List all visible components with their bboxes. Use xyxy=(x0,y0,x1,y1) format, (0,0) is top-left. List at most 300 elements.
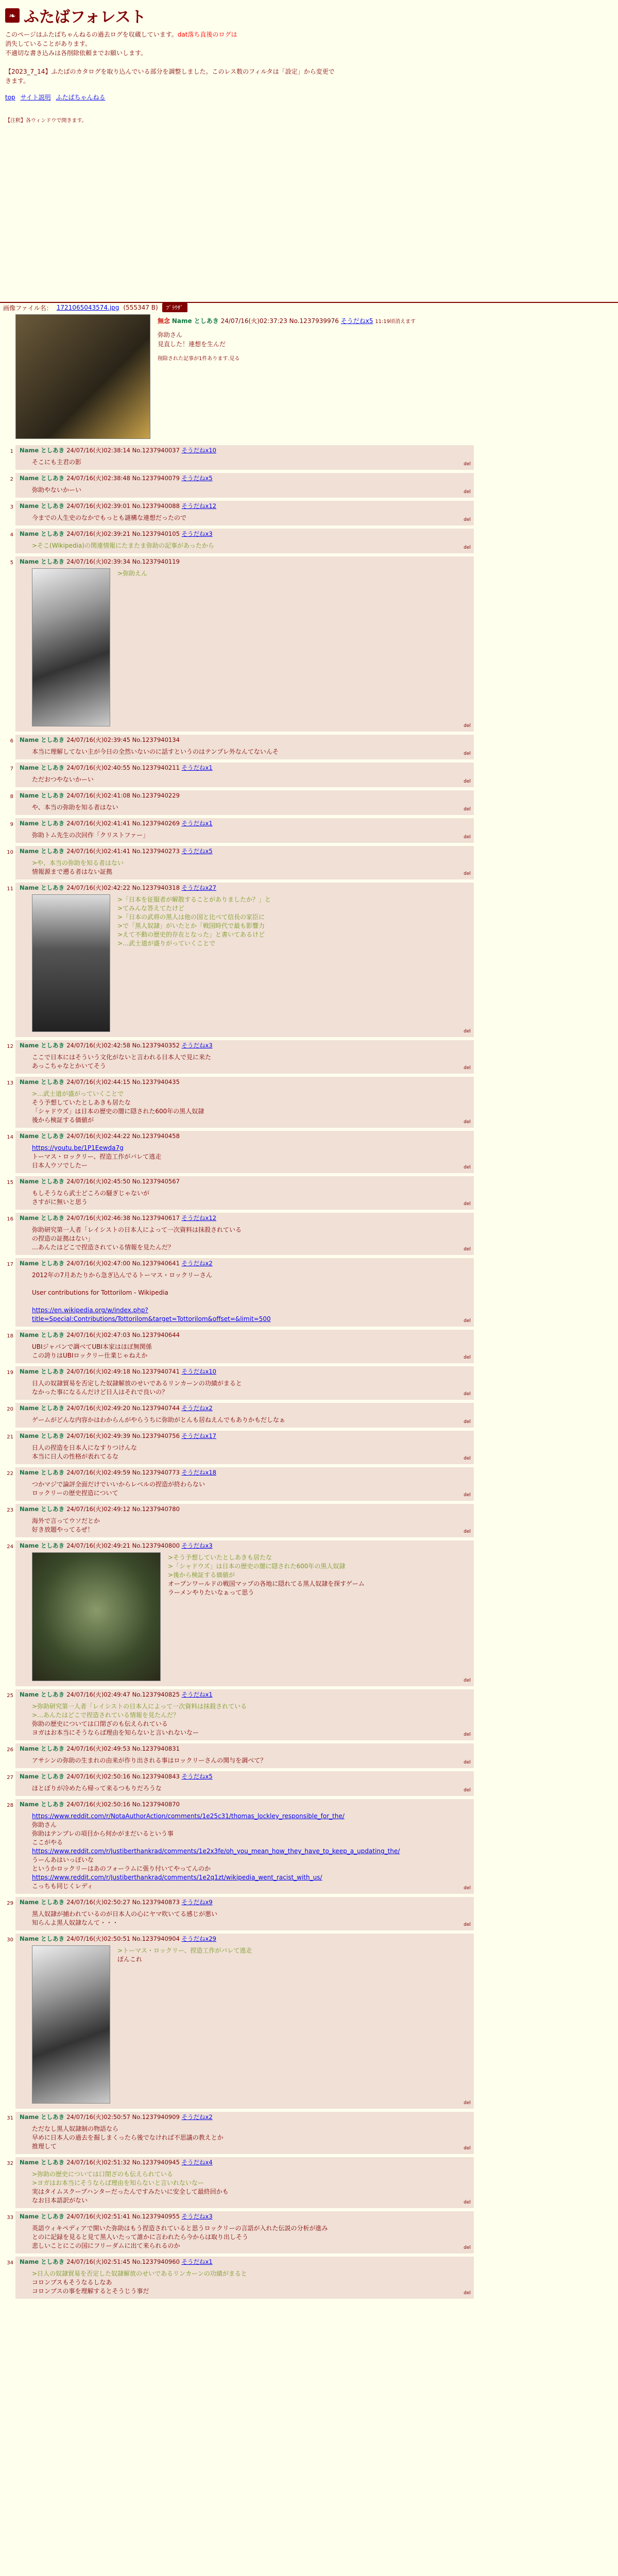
reply-line: 日人の捏造を日本人になすりつけんな xyxy=(32,1444,138,1451)
delete-link[interactable]: del xyxy=(464,1529,471,1534)
delete-link[interactable]: del xyxy=(464,517,471,522)
quote-line: >弥助の歴史については口閉ざのも伝えられている xyxy=(32,2171,173,2178)
reply-image[interactable] xyxy=(32,1945,110,2104)
sodane-link[interactable]: そうだねx27 xyxy=(181,884,216,891)
reply-line: 情報源まで遡る者はない証拠 xyxy=(32,868,113,875)
delete-link[interactable]: del xyxy=(464,779,471,784)
reply-body xyxy=(32,831,470,840)
sodane-link[interactable]: そうだねx5 xyxy=(181,474,213,482)
quote-line: >「シャドウズ」は日本の歴史の闇に隠された600年の黒人奴隷 xyxy=(168,1563,346,1570)
reply-body xyxy=(32,1343,470,1360)
reply-meta xyxy=(20,2212,470,2221)
reply-post xyxy=(7,883,474,1037)
reply-meta xyxy=(20,1432,470,1440)
delete-link[interactable]: del xyxy=(464,871,471,876)
reply-line: 知らんよ黒人奴隷なんて・・・ xyxy=(32,1919,119,1926)
delete-link[interactable]: del xyxy=(464,2200,471,2205)
reply-index: 22 xyxy=(7,1471,13,1477)
reply-number: No.1237940229 xyxy=(132,792,180,799)
quote-line: >…武士道が盛がっていくことで xyxy=(32,1090,124,1097)
op-meta xyxy=(158,316,416,325)
reply-line: …あんたはどこで捏造されている情報を見たんだ？ xyxy=(32,1244,175,1251)
reply-datetime: 24/07/16(火)02:38:14 xyxy=(66,447,132,454)
reply-link[interactable]: https://youtu.be/1P1Eewda7g xyxy=(32,1144,124,1151)
reply-name: Name としあき xyxy=(20,1404,67,1412)
reply-body xyxy=(32,514,470,522)
browser-button[interactable]: ﾌﾞﾗｳｻﾞ xyxy=(162,303,187,312)
sodane-link[interactable]: そうだねx1 xyxy=(181,1691,213,1698)
reply-line: や、本当の弥助を知る者はない xyxy=(32,804,118,811)
reply-body xyxy=(32,2125,470,2151)
op-image[interactable] xyxy=(15,314,150,439)
delete-link[interactable]: del xyxy=(464,462,471,467)
reply-list xyxy=(0,445,618,2299)
delete-link[interactable]: del xyxy=(464,807,471,812)
notice-text-3: 不適切な書き込みは各削除依頼までお願いします。 xyxy=(5,49,147,57)
reply-name: Name としあき xyxy=(20,1899,67,1906)
sodane-link[interactable]: そうだねx3 xyxy=(181,530,213,537)
reply-datetime: 24/07/16(火)02:49:59 xyxy=(66,1469,132,1476)
reply-datetime: 24/07/16(火)02:45:50 xyxy=(66,1178,132,1185)
reply-body xyxy=(32,1053,470,1071)
reply-post xyxy=(7,1131,474,1173)
reply-body xyxy=(32,1480,470,1498)
reply-index: 1 xyxy=(10,449,13,454)
reply-meta xyxy=(20,1259,470,1268)
sodane-link[interactable]: そうだねx1 xyxy=(181,820,213,827)
reply-name: Name としあき xyxy=(20,1178,67,1185)
delete-link[interactable]: del xyxy=(464,1165,471,1170)
op-text xyxy=(158,330,416,349)
board-logo-icon: ❧ xyxy=(5,8,20,23)
reply-datetime: 24/07/16(火)02:38:48 xyxy=(66,474,132,482)
reply-post xyxy=(7,1467,474,1501)
reply-index: 6 xyxy=(10,738,13,744)
reply-datetime: 24/07/16(火)02:42:58 xyxy=(66,1042,132,1049)
delete-link[interactable]: del xyxy=(464,1732,471,1737)
reply-index: 7 xyxy=(10,766,13,772)
quote-line: >日人の奴隷貿易を否定した奴隷解放のせいであるリンカーンの功績がまると xyxy=(32,2270,247,2277)
reply-line: ここで日本にはそういう文化がないと言われる日本人で見に来た xyxy=(32,1054,212,1061)
delete-link[interactable]: del xyxy=(464,1678,471,1683)
reply-meta xyxy=(20,1331,470,1340)
delete-link[interactable]: del xyxy=(464,1318,471,1324)
delete-link[interactable]: del xyxy=(464,1493,471,1498)
reply-line: 弥助さん xyxy=(32,1821,57,1828)
reply-line: 英語ウィキペディアで開いた弥助はもう捏造されていると思うロックリーの言語が入れた伝説の分析が進み xyxy=(32,2225,328,2232)
delete-link[interactable]: del xyxy=(464,723,471,728)
delete-link[interactable]: del xyxy=(464,489,471,495)
reply-body xyxy=(32,803,470,812)
op-file-link[interactable]: 1721065043574.jpg xyxy=(56,304,119,311)
reply-number: No.1237940843 xyxy=(132,1773,182,1780)
reply-number: No.1237940800 xyxy=(132,1542,182,1549)
reply-number: No.1237940134 xyxy=(132,736,180,743)
reply-name: Name としあき xyxy=(20,764,67,771)
reply-meta xyxy=(20,1214,470,1223)
delete-link[interactable]: del xyxy=(464,2245,471,2250)
reply-post xyxy=(7,2257,474,2299)
sodane-link[interactable]: そうだねx12 xyxy=(181,502,216,510)
reply-post xyxy=(7,1176,474,1210)
reply-name: Name としあき xyxy=(20,1042,67,1049)
reply-index: 25 xyxy=(7,1693,13,1699)
op-subject: 無念 xyxy=(158,317,170,325)
reply-post xyxy=(7,2112,474,2154)
reply-body xyxy=(32,1702,470,1737)
reply-post xyxy=(10,501,474,526)
reply-number: No.1237940960 xyxy=(132,2258,182,2265)
reply-post xyxy=(7,1258,474,1327)
reply-post xyxy=(7,1689,474,1740)
sodane-link[interactable]: そうだねx5 xyxy=(181,1773,213,1780)
op-number: No.1237939976 xyxy=(289,317,339,325)
quote-line: >ヨガはお本当にそうならば理由を知らないと言いれないなー xyxy=(32,2179,204,2187)
sodane-link[interactable]: そうだねx9 xyxy=(181,1899,213,1906)
reply-index: 32 xyxy=(7,2161,13,2166)
reply-index: 2 xyxy=(10,477,13,482)
delete-link[interactable]: del xyxy=(464,1065,471,1071)
reply-name: Name としあき xyxy=(20,1505,67,1513)
reply-line: ほとぼりが冷めたら帰って来るつもりだろうな xyxy=(32,1785,162,1792)
reply-datetime: 24/07/16(火)02:47:03 xyxy=(66,1331,132,1338)
reply-number: No.1237940617 xyxy=(132,1214,182,1222)
reply-index: 11 xyxy=(7,886,13,892)
reply-index: 13 xyxy=(7,1080,13,1086)
reply-name: Name としあき xyxy=(20,1542,67,1549)
reply-datetime: 24/07/16(火)02:44:22 xyxy=(66,1132,132,1140)
reply-line: こっちも同じくレディ xyxy=(32,1883,93,1890)
quote-line: >…武士道が盛りがっていくことで xyxy=(117,940,216,947)
page-header xyxy=(0,0,618,124)
notice-red: dat落ち直後のログは xyxy=(177,31,237,38)
reply-datetime: 24/07/16(火)02:49:21 xyxy=(66,1542,132,1549)
reply-line: ぽんこれ xyxy=(117,1956,143,1963)
reply-body xyxy=(32,1444,470,1461)
reply-datetime: 24/07/16(火)02:50:16 xyxy=(66,1801,132,1808)
delete-link[interactable]: del xyxy=(464,2146,471,2151)
reply-datetime: 24/07/16(火)02:41:41 xyxy=(66,820,132,827)
reply-post xyxy=(7,1403,474,1428)
delete-link[interactable]: del xyxy=(464,1392,471,1397)
reply-number: No.1237940458 xyxy=(132,1132,180,1140)
reply-body xyxy=(32,1910,470,1927)
reply-name: Name としあき xyxy=(20,1432,67,1439)
reply-number: No.1237940741 xyxy=(132,1368,182,1375)
reply-line: 海外で言ってウソだとか xyxy=(32,1517,100,1524)
reply-link[interactable]: https://www.reddit.com/r/Justiberthankrad/comments/1e2q1zt/wikipedia_went_racist_with_us/ xyxy=(32,1874,322,1881)
sodane-link[interactable]: そうだねx10 xyxy=(181,1368,216,1375)
reply-datetime: 24/07/16(火)02:49:47 xyxy=(66,1691,132,1698)
op-sodane[interactable]: そうだねx5 xyxy=(340,317,373,325)
reply-name: Name としあき xyxy=(20,1801,67,1808)
reply-post xyxy=(10,556,474,732)
reply-line: 弥助研究第一人者「レイシストの日本人によって一次資料は抹殺されている xyxy=(32,1226,242,1233)
reply-index: 30 xyxy=(7,1937,13,1943)
sodane-link[interactable]: そうだねx29 xyxy=(181,1935,216,1942)
reply-line: オープンワールドの戦国マップの各地に隠れてる黒人奴隷を探すゲーム xyxy=(168,1580,365,1587)
nav-futaba-link[interactable]: ふたばちゃんねる xyxy=(56,94,106,101)
reply-line: そこにも主君の影 xyxy=(32,459,82,466)
reply-index: 20 xyxy=(7,1406,13,1412)
reply-index: 28 xyxy=(7,1803,13,1808)
reply-datetime: 24/07/16(火)02:51:32 xyxy=(66,2159,132,2166)
reply-meta xyxy=(20,1041,470,1050)
reply-number: No.1237940644 xyxy=(132,1331,180,1338)
reply-line: 今までの人生史のなかでもっとも謎構な連想だったので xyxy=(32,514,187,521)
reply-datetime: 24/07/16(火)02:40:55 xyxy=(66,764,132,771)
reply-meta xyxy=(20,847,470,856)
reply-line: あっこちゃなとかいてそう xyxy=(32,1062,106,1070)
nav-links xyxy=(5,93,613,101)
reply-link[interactable]: https://www.reddit.com/r/NotaAuthorAction/comments/1e25c31/thomas_lockley_responsible_for_the/ xyxy=(32,1812,345,1820)
reply-meta xyxy=(20,1367,470,1376)
reply-line: 日本人ウソでしたー xyxy=(32,1162,88,1169)
reply-index: 19 xyxy=(7,1370,13,1376)
reply-meta xyxy=(20,2158,470,2167)
reply-meta xyxy=(20,884,470,892)
reply-datetime: 24/07/16(火)02:39:45 xyxy=(66,736,132,743)
reply-body xyxy=(32,1756,470,1765)
quote-line: >そこ(Wikipedia)の関連情報にたまたま弥助の記事があったから xyxy=(32,542,214,549)
reply-index: 16 xyxy=(7,1216,13,1222)
reply-datetime: 24/07/16(火)02:50:51 xyxy=(66,1935,132,1942)
reply-index: 5 xyxy=(10,560,13,566)
thread xyxy=(0,302,618,2302)
reply-meta xyxy=(20,1690,470,1699)
delete-link[interactable]: del xyxy=(464,751,471,756)
reply-body xyxy=(32,1379,470,1397)
reply-post xyxy=(10,445,474,470)
reply-post xyxy=(7,1213,474,1255)
reply-line: コロンブスの事を理解するとそうじう事だ xyxy=(32,2287,149,2295)
reply-name: Name としあき xyxy=(20,1935,67,1942)
reply-number: No.1237940873 xyxy=(132,1899,182,1906)
reply-post xyxy=(7,1504,474,1537)
reply-post xyxy=(10,790,474,815)
reply-name: Name としあき xyxy=(20,2258,67,2265)
reply-line: User contributions for Tottorilom - Wikipedia xyxy=(32,1289,168,1296)
sodane-link[interactable]: そうだねx2 xyxy=(181,1260,213,1267)
sodane-link[interactable]: そうだねx18 xyxy=(181,1469,216,1476)
quote-line: >「日本の武将の黒人は他の国と比べて信長の家臣に xyxy=(117,913,265,921)
reply-datetime: 24/07/16(火)02:49:39 xyxy=(66,1432,132,1439)
reply-line: 「シャドウズ」は日本の歴史の闇に隠された600年の黒人奴隷 xyxy=(32,1108,204,1115)
reply-meta xyxy=(20,1468,470,1477)
quote-line: >弥助研究第一人者「レイシストの日本人によって一次資料は抹殺されている xyxy=(32,1703,247,1710)
reply-line: なかった事になるんだけど日人はそれで良いの？ xyxy=(32,1388,168,1396)
sodane-link[interactable]: そうだねx1 xyxy=(181,764,213,771)
reply-body xyxy=(32,486,470,495)
reply-line: もしそうなら武士どころの騒ぎじゃないが xyxy=(32,1190,150,1197)
reply-number: No.1237940831 xyxy=(132,1745,180,1752)
reply-datetime: 24/07/16(火)02:51:41 xyxy=(66,2213,132,2220)
quote-line: >弥助えん xyxy=(117,570,148,577)
reply-meta xyxy=(20,1177,470,1186)
reply-line: トーマス・ロックリー、捏造工作がバレて逃走 xyxy=(32,1153,162,1160)
reply-post xyxy=(10,529,474,553)
notice-text-2: 消失していることがあります。 xyxy=(5,40,92,47)
reply-name: Name としあき xyxy=(20,884,67,891)
reply-meta xyxy=(20,1772,470,1781)
reply-name: Name としあき xyxy=(20,530,67,537)
notice-update: 【2023_7_14】ふたばのカタログを取り込んでいる部分を調整しました。このレス数のフィルタは「設定」から変更できます。 xyxy=(5,68,335,84)
delete-link[interactable]: del xyxy=(464,2291,471,2296)
reply-index: 29 xyxy=(7,1901,13,1906)
reply-post xyxy=(7,1431,474,1464)
delete-link[interactable]: del xyxy=(464,1355,471,1360)
reply-post xyxy=(10,762,474,787)
reply-body xyxy=(32,1517,470,1534)
reply-body xyxy=(32,1812,470,1891)
reply-post xyxy=(7,1934,474,2109)
reply-datetime: 24/07/16(火)02:42:22 xyxy=(66,884,132,891)
delete-link[interactable]: del xyxy=(464,1788,471,1793)
op-datetime: 24/07/16(火)02:37:23 xyxy=(220,317,287,325)
reply-line: 黒人奴隷が捕われているのが日本人の心にヤマ吹いてる感じが悪い xyxy=(32,1910,218,1918)
reply-link[interactable]: title=Special:Contributions/Tottorilom&target=Tottorilom&offset=&limit=500 xyxy=(32,1315,271,1323)
reply-name: Name としあき xyxy=(20,1078,67,1086)
reply-meta xyxy=(20,736,470,744)
reply-link[interactable]: https://www.reddit.com/r/Justiberthankrad/comments/1e2x3fe/oh_you_mean_how_they_have_to_keep_a_updating_the/ xyxy=(32,1848,400,1855)
reply-number: No.1237940945 xyxy=(132,2159,182,2166)
reply-line: 後から検証する価値が xyxy=(32,1116,94,1124)
reply-image[interactable] xyxy=(32,1552,161,1681)
reply-datetime: 24/07/16(火)02:50:27 xyxy=(66,1899,132,1906)
delete-link[interactable]: del xyxy=(464,1922,471,1927)
sodane-link[interactable]: そうだねx3 xyxy=(181,1542,213,1549)
reply-post xyxy=(7,1799,474,1894)
reply-post xyxy=(7,1540,474,1686)
quote-line: >後から検証する価値が xyxy=(168,1571,235,1579)
delete-link[interactable]: del xyxy=(464,1886,471,1891)
op-expire: 11:19頃消えます xyxy=(375,319,416,325)
reply-meta xyxy=(20,1078,470,1087)
reply-datetime: 24/07/16(火)02:50:57 xyxy=(66,2113,132,2121)
reply-name: Name としあき xyxy=(20,820,67,827)
delete-link[interactable]: del xyxy=(464,835,471,840)
quote-line: >「日本を征服者が解散することがありましたか？」と xyxy=(117,896,271,903)
reply-line: 弥助はテンプレの項目から何かがまだいるという事 xyxy=(32,1830,174,1837)
nav-top-link[interactable]: top xyxy=(5,94,15,101)
reply-post xyxy=(7,2157,474,2208)
reply-index: 33 xyxy=(7,2215,13,2221)
sodane-link[interactable]: そうだねx3 xyxy=(181,2213,213,2220)
reply-index: 34 xyxy=(7,2260,13,2266)
reply-link[interactable]: https://en.wikipedia.org/w/index.php? xyxy=(32,1307,148,1314)
reply-post xyxy=(7,1366,474,1400)
reply-image[interactable] xyxy=(32,894,110,1032)
reply-image[interactable] xyxy=(32,568,110,726)
reply-number: No.1237940780 xyxy=(132,1505,180,1513)
sodane-link[interactable]: そうだねx4 xyxy=(181,2159,213,2166)
reply-name: Name としあき xyxy=(20,2213,67,2220)
reply-meta xyxy=(20,1132,470,1141)
reply-index: 12 xyxy=(7,1044,13,1049)
delete-link[interactable]: del xyxy=(464,1120,471,1125)
sodane-link[interactable]: そうだねx2 xyxy=(181,1404,213,1412)
reply-number: No.1237940435 xyxy=(132,1078,180,1086)
delete-link[interactable]: del xyxy=(464,1201,471,1207)
reply-post xyxy=(7,1330,474,1363)
sodane-link[interactable]: そうだねx3 xyxy=(181,1042,213,1049)
reply-line: ラーメンやりたいなぁって思う xyxy=(168,1589,254,1596)
reply-line: UBIジャパンで調べてUBI本家はほぼ無関係 xyxy=(32,1343,152,1350)
reply-number: No.1237940269 xyxy=(132,820,182,827)
reply-name: Name としあき xyxy=(20,474,67,482)
reply-line: 本当に日人の性格が表れてるな xyxy=(32,1453,119,1460)
sub-note: 【注釈】各ウィンドウで開きます。 xyxy=(5,118,87,124)
reply-line: そう予想していたとしあきも居たな xyxy=(32,1099,131,1106)
reply-meta xyxy=(20,530,470,538)
reply-name: Name としあき xyxy=(20,558,67,565)
reply-body xyxy=(32,541,470,550)
delete-link[interactable]: del xyxy=(464,1456,471,1461)
delete-link[interactable]: del xyxy=(464,545,471,550)
reply-index: 23 xyxy=(7,1507,13,1513)
sodane-link[interactable]: そうだねx17 xyxy=(181,1432,216,1439)
op-deleted-note: 削除された記事が1件あります.見る xyxy=(158,356,240,362)
reply-body xyxy=(32,1090,470,1125)
reply-number: No.1237940318 xyxy=(132,884,182,891)
reply-meta xyxy=(20,1800,470,1809)
reply-name: Name としあき xyxy=(20,1368,67,1375)
reply-line: ゲームがどんな内容かはわからんがやらうちに弥助がとんも居ねえんでもありかもだしなぁ xyxy=(32,1416,286,1423)
reply-line xyxy=(32,1297,470,1306)
reply-datetime: 24/07/16(火)02:39:01 xyxy=(66,502,132,510)
reply-index: 27 xyxy=(7,1775,13,1781)
reply-name: Name としあき xyxy=(20,1469,67,1476)
reply-post xyxy=(7,1077,474,1128)
reply-name: Name としあき xyxy=(20,1214,67,1222)
delete-link[interactable]: del xyxy=(464,1419,471,1425)
op-name: Name としあき xyxy=(171,317,219,325)
nav-about-link[interactable]: サイト説明 xyxy=(20,94,51,101)
reply-line: 弥助トム先生の次回作「クリストファー」 xyxy=(32,832,149,839)
sodane-link[interactable]: そうだねx2 xyxy=(181,2113,213,2121)
reply-line: うーんあはいっぽいな xyxy=(32,1856,94,1863)
sodane-link[interactable]: そうだねx12 xyxy=(181,1214,216,1222)
reply-meta xyxy=(20,1744,470,1753)
reply-line: ここがやる xyxy=(32,1839,63,1846)
delete-link[interactable]: del xyxy=(464,1760,471,1765)
reply-name: Name としあき xyxy=(20,2113,67,2121)
reply-name: Name としあき xyxy=(20,1132,67,1140)
delete-link[interactable]: del xyxy=(464,1029,471,1034)
delete-link[interactable]: del xyxy=(464,2100,471,2106)
sodane-link[interactable]: そうだねx1 xyxy=(181,2258,213,2265)
reply-meta xyxy=(20,1935,470,1943)
reply-name: Name としあき xyxy=(20,1691,67,1698)
reply-line: つかマジで論評全面だけでいいからレベルの捏造が終わらない xyxy=(32,1481,205,1488)
sodane-link[interactable]: そうだねx10 xyxy=(181,447,216,454)
reply-index: 17 xyxy=(7,1262,13,1267)
reply-post xyxy=(7,1743,474,1768)
sodane-link[interactable]: そうだねx5 xyxy=(181,848,213,855)
op-file-info xyxy=(0,303,618,312)
quote-line: >そう予想していたとしあきも居たな xyxy=(168,1554,272,1561)
reply-meta xyxy=(20,1541,470,1550)
reply-number: No.1237940119 xyxy=(132,558,180,565)
delete-link[interactable]: del xyxy=(464,1247,471,1252)
reply-meta xyxy=(20,2113,470,2122)
reply-body xyxy=(32,1226,470,1252)
reply-datetime: 24/07/16(火)02:44:15 xyxy=(66,1078,132,1086)
reply-datetime: 24/07/16(火)02:46:38 xyxy=(66,1214,132,1222)
quote-line: >で「黒人奴隷」がいたとか「戦国時代で最も影響力 xyxy=(117,922,265,929)
reply-datetime: 24/07/16(火)02:39:21 xyxy=(66,530,132,537)
site-notice xyxy=(5,30,335,86)
